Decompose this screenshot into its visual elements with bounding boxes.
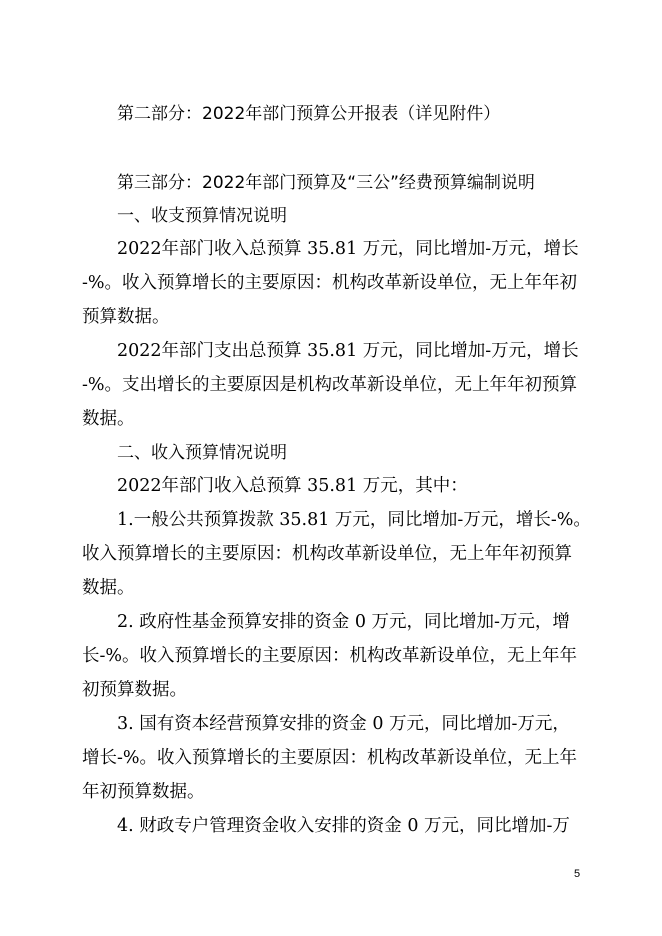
paragraph-line: 预算数据。 bbox=[82, 307, 170, 327]
page-number: 5 bbox=[574, 868, 581, 880]
paragraph-line: -%。支出增长的主要原因是机构改革新设单位，无上年年初预算 bbox=[82, 375, 578, 395]
paragraph-line: 数据。 bbox=[82, 578, 135, 598]
paragraph-line: 2022年部门支出总预算 35.81 万元，同比增加-万元，增长 bbox=[117, 341, 579, 361]
paragraph-line: 增长-%。收入预算增长的主要原因：机构改革新设单位，无上年 bbox=[82, 748, 578, 768]
section2-heading: 二、收入预算情况说明 bbox=[117, 443, 287, 463]
part2-heading: 第二部分：2022年部门预算公开报表（详见附件） bbox=[117, 104, 501, 124]
paragraph-line: 3. 国有资本经营预算安排的资金 0 万元，同比增加-万元， bbox=[117, 714, 570, 734]
paragraph-line: 4. 财政专户管理资金收入安排的资金 0 万元，同比增加-万 bbox=[117, 816, 570, 836]
paragraph-line: 年初预算数据。 bbox=[82, 782, 205, 802]
paragraph-line: 数据。 bbox=[82, 409, 135, 429]
paragraph-line: 收入预算增长的主要原因：机构改革新设单位，无上年年初预算 bbox=[82, 544, 572, 564]
paragraph-line: 2022年部门收入总预算 35.81 万元，同比增加-万元，增长 bbox=[117, 239, 579, 259]
paragraph-line: 2022年部门收入总预算 35.81 万元，其中： bbox=[117, 476, 468, 496]
section1-heading: 一、收支预算情况说明 bbox=[117, 206, 287, 226]
part3-heading: 第三部分：2022年部门预算及“三公”经费预算编制说明 bbox=[117, 173, 535, 193]
paragraph-line: -%。收入预算增长的主要原因：机构改革新设单位，无上年年初 bbox=[82, 273, 578, 293]
paragraph-line: 1.一般公共预算拨款 35.81 万元，同比增加-万元，增长-%。 bbox=[117, 510, 591, 530]
paragraph-line: 长-%。收入预算增长的主要原因：机构改革新设单位，无上年年 bbox=[82, 646, 578, 666]
paragraph-line: 2. 政府性基金预算安排的资金 0 万元，同比增加-万元，增 bbox=[117, 612, 570, 632]
paragraph-line: 初预算数据。 bbox=[82, 680, 187, 700]
